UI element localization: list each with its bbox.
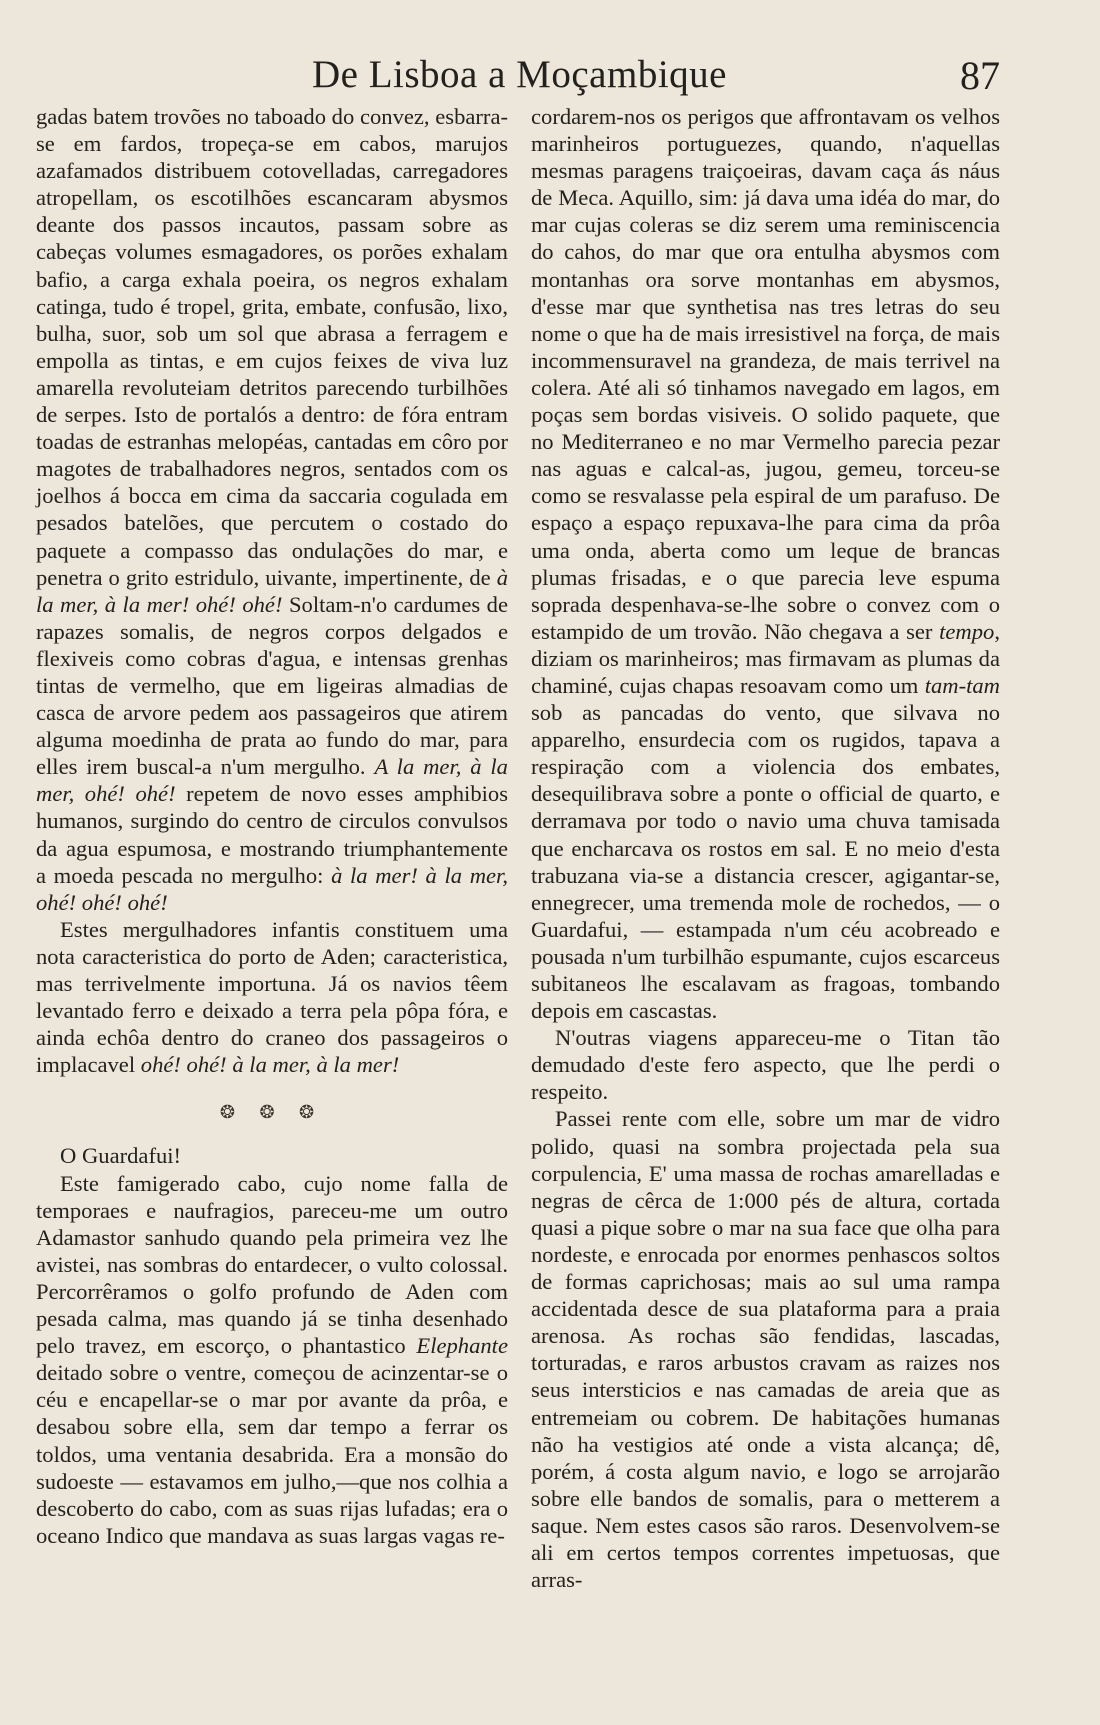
italic-run: ohé! ohé! à la mer, à la mer! — [140, 1052, 400, 1078]
section-ornament: ❂ ❂ ❂ — [219, 1102, 325, 1123]
paragraph-aden-scene — [36, 103, 508, 916]
text-run: gadas batem trovões no taboado do convez, esbarra-se em fardos, tropeça-se em cabos, marujos azafamados distribuem cotovelladas, carregadores atropellam, os escotilhões escancaram abysmos deante dos passos incautos, passam sobre as cabeças volumes esmagadores, os porões exhalam bafio, a carga exhala poeira, os negros exhalam catinga, tudo é tropel, grita, embate, confusão, lixo, bulha, suor, sob um sol que abrasa a ferragem e empolla as tintas, e em cujos feixes de viva luz amarella revoluteiam detritos parecendo turbilhões de serpes. Isto de portalós a dentro: de fóra entram toadas de estranhas melopéas, cantadas em côro por magotes de trabalhadores negros, sentados com os joelhos á bocca em cima da saccaria cogulada em pesados batelões, que percutem o costado do paquete a compasso das ondulações do mar, e penetra o grito estridulo, uivante, impertinente, de — [36, 104, 508, 590]
text-run: Este famigerado cabo, cujo nome falla de temporaes e naufragios, pareceu-me um outro Adamastor sanhudo quando pela primeira vez lhe avistei, nas sombras do entardecer, o vulto colossal. Percorrêramos o golfo profundo de Aden com pesada calma, mas quando já se tinha desenhado pelo travez, em escorço, o phantastico — [36, 1170, 508, 1359]
italic-run: Elephante — [416, 1333, 508, 1359]
text-run: deitado sobre o ventre, começou de acinzentar-se o céu e encapellar-se o mar por avante da prôa, e desabou sobre ella, sem dar tempo a ferrar os toldos, uma ventania desabrida. Era a monsão do sudoeste — estavamos em julho,—que nos colhia a descoberto do cabo, com as suas rijas lufadas; era o oceano Indico que mandava as suas largas vagas re- — [36, 1360, 508, 1548]
text-run: cordarem-nos os perigos que affrontavam os velhos marinheiros portuguezes, quando, n'aquellas mesmas paragens traiçoeiras, davam caça ás náus de Meca. Aquillo, sim: já dava uma idéa do mar, do mar cujas coleras se diz serem uma reminiscencia do cahos, do mar que ora entulha abysmos com montanhas ora sorve montanhas em abysmos, d'esse mar que synthetisa nas tres letras do seu nome o que ha de mais irresistivel na força, de mais incommensuravel na grandeza, de mais terrivel na colera. Até ali só tinhamos navegado em lagos, em poças sem bordas visiveis. O solido paquete, que no Mediterraneo e no mar Vermelho parecia pezar nas aguas e calcal-as, jugou, gemeu, torceu-se como se resvalasse pela espiral de um parafuso. De espaço a espaço repuxava-lhe para cima da prôa uma onda, aberta como um leque de brancas plumas frisadas, e o que parecia leve espuma soprada despenhava-se-lhe sobre o convez com o estampido de um trovão. Não chegava a ser — [531, 104, 1000, 644]
italic-run: A la mer, à la mer, ohé! ohé! — [36, 754, 508, 807]
italic-run: tam-tam — [924, 672, 1000, 698]
left-column — [36, 103, 508, 1549]
paragraph-storm — [531, 103, 1000, 1024]
italic-run: à la mer! à la mer, ohé! ohé! ohé! — [36, 862, 508, 915]
paragraph-rocks: Passei rente com elle, sobre um mar de vidro polido, quasi na sombra projectada pela sua corpulencia, E' uma massa de rochas amarelladas e negras de cêrca de 1:000 pés de altura, cortada quasi a pique sobre o mar na sua face que olha para nordeste, e enrocada por enormes penhascos soltos de formas caprichosas; mais ao sul uma rampa accidentada desce de sua plataforma para a praia arenosa. As rochas são fendidas, lascadas, torturadas, e raros arbustos cravam as raizes nos seus intersticios e nas camadas de areia que as entremeiam ou cobrem. De habitações humanas não ha vestigios até onde a vista alcança; dê, porém, á costa algum navio, e logo se arrojarão sobre elle bandos de somalis, para o metterem a saque. Nem estes casos são raros. Desenvolvem-se ali em certos tempos correntes impetuosas, que arras- — [531, 1106, 1000, 1593]
text-run: Estes mergulhadores infantis constituem uma nota caracteristica do porto de Aden; caracteristica, mas terrivelmente importuna. Já os navios têem levantado ferro e deixado a terra pela pôpa fóra, e ainda echôa dentro do craneo dos passageiros o implacavel — [36, 916, 508, 1078]
text-run: repetem de novo esses amphibios humanos, surgindo do centro de circulos convulsos da agua espumosa, e mostrando triumphantemente a moeda pescada no mergulho: — [36, 781, 508, 888]
italic-run: à la mer, à la mer! ohé! ohé! — [36, 564, 508, 617]
italic-run: tempo — [939, 618, 995, 644]
text-run: Soltam-n'o cardumes de rapazes somalis, de negros corpos delgados e flexiveis como cobras d'agua, e intensas grenhas tintas de vermelho, que em ligeiras almadias de casca de arvore pedem aos passageiros que atirem alguma moedinha de prata ao fundo do mar, para elles irem buscal-a n'um mergulho. — [36, 591, 508, 780]
right-column — [531, 103, 1000, 1593]
running-title: De Lisboa a Moçambique — [312, 53, 727, 96]
paragraph-divers — [36, 916, 508, 1079]
page-header — [0, 52, 1100, 102]
page-number: 87 — [960, 53, 1000, 98]
text-run: sob as pancadas do vento, que silvava no apparelho, ensurdecia com os rugidos, tapava a respiração com a violencia dos embates, desequilibrava sobre a ponte o official de quarto, e derramava por todo o navio uma chuva tamisada que encharcava os rostos em sal. E no meio d'esta trabuzana via-se a distancia crescer, agigantar-se, ennegrecer, uma tremenda mole de rochedos, — o Guardafui, — estampada n'um céu acobreado e pousada n'um turbilhão espumante, cujos escarceus subitaneos lhe escalavam as fragoas, tombando depois em cascastas. — [531, 700, 1000, 1024]
paragraph-guardafui — [36, 1170, 508, 1549]
paragraph-titan: N'outras viagens appareceu-me o Titan tão demudado d'este fero aspecto, que lhe perdi o respeito. — [531, 1025, 1000, 1105]
section-opening-line: O Guardafui! — [60, 1143, 182, 1169]
text-run: , diziam os marinheiros; mas firmavam as plumas da chaminé, cujas chapas resoavam como um — [531, 618, 1000, 698]
